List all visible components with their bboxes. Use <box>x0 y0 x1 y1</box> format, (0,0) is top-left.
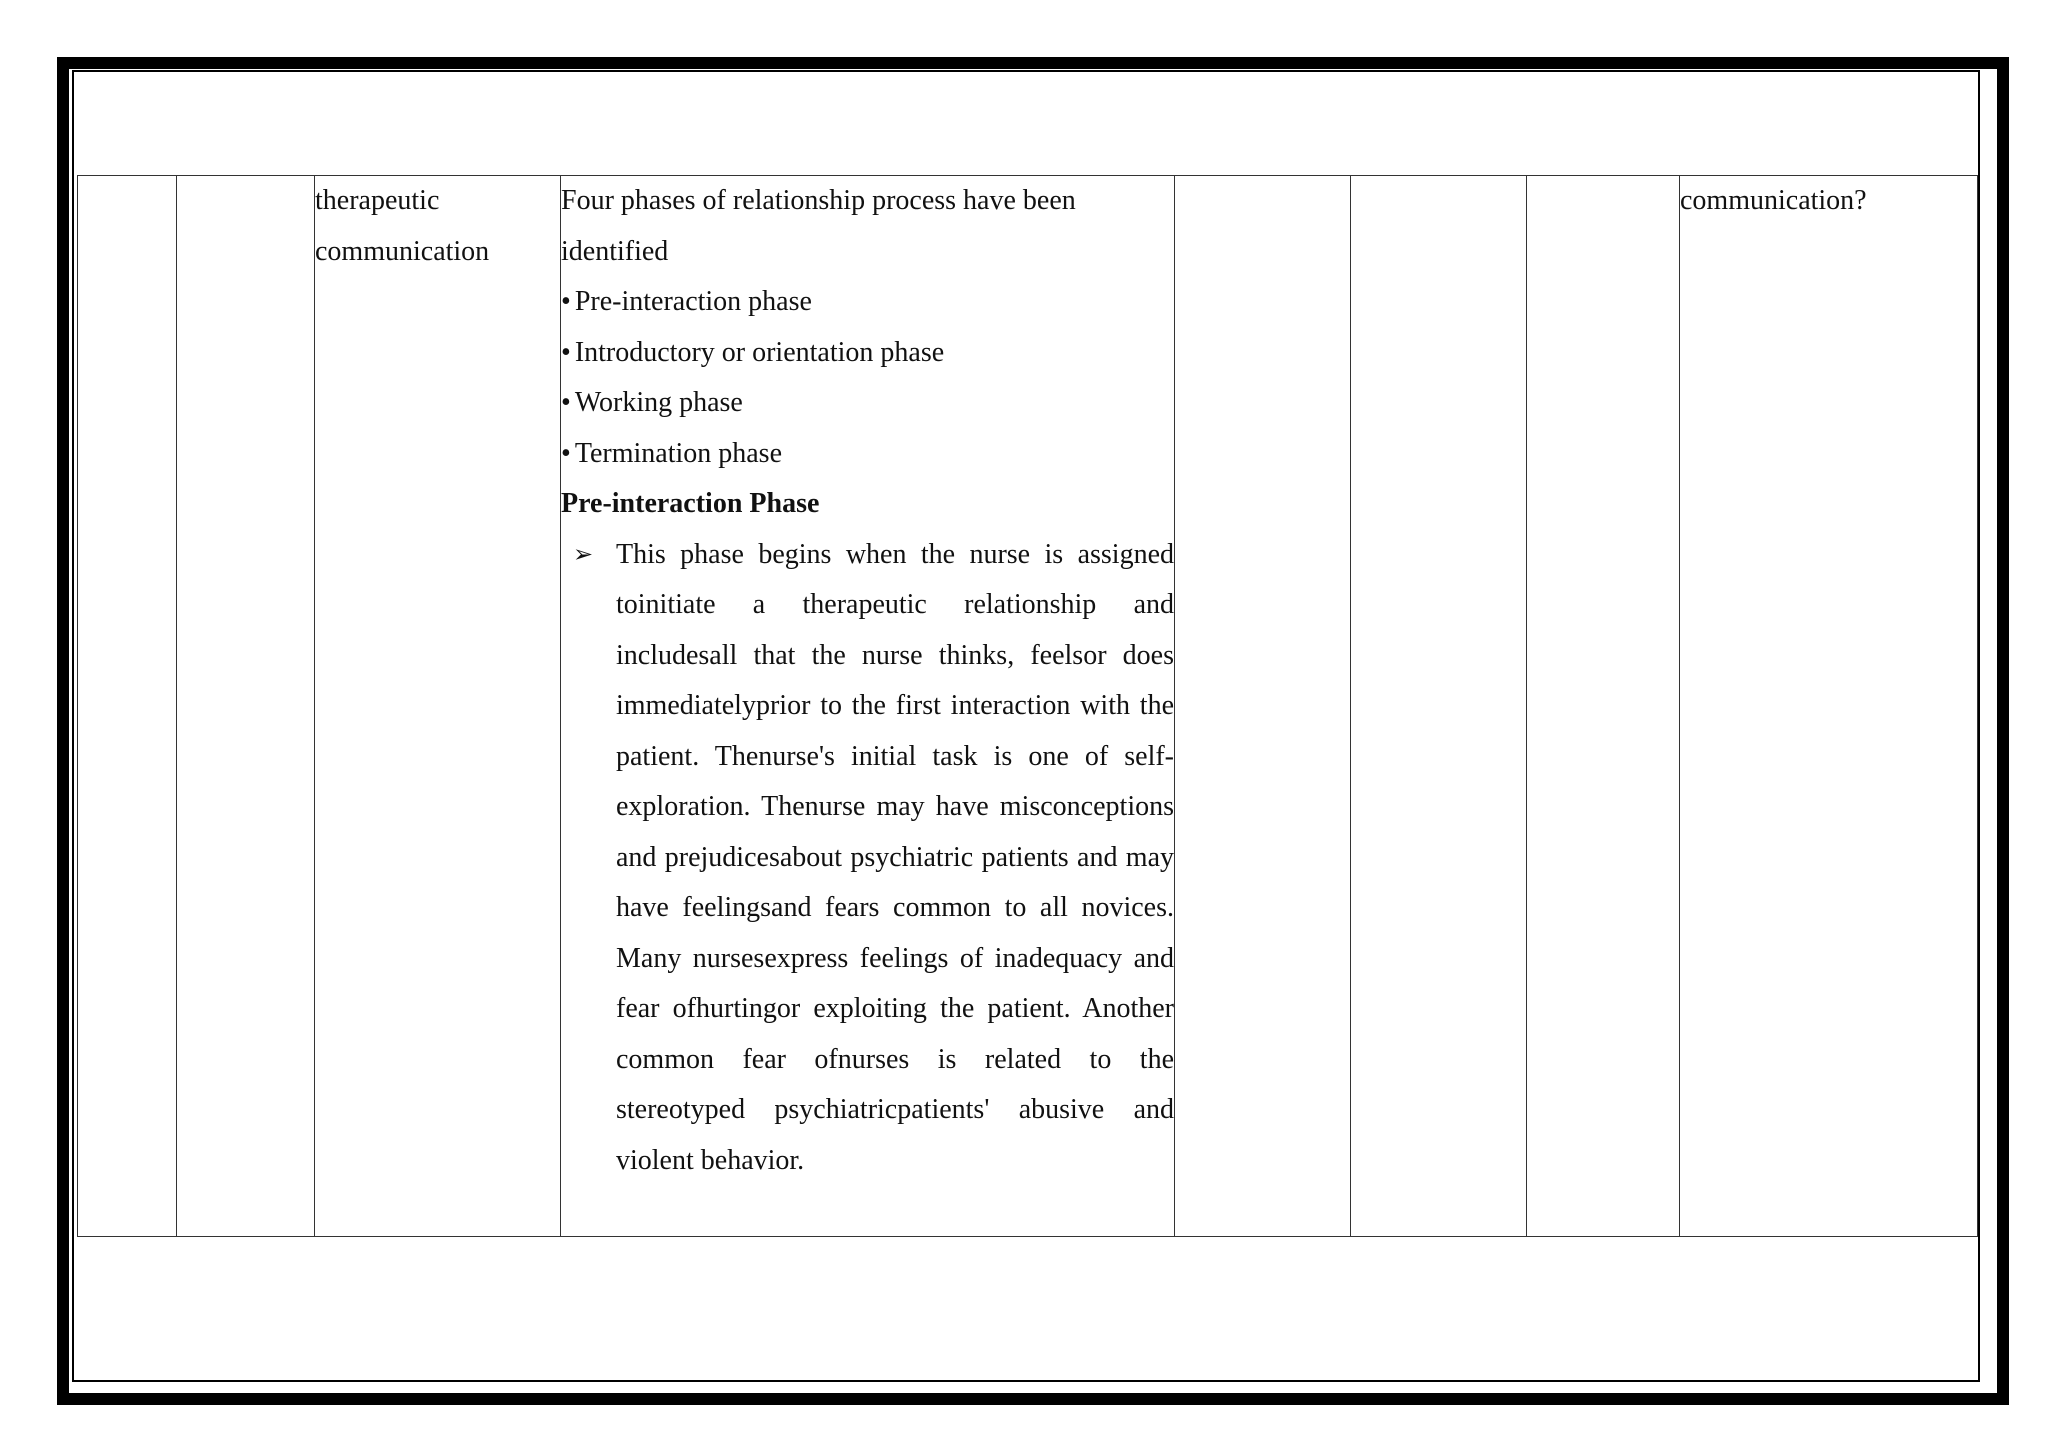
bullet-icon: • <box>561 387 571 418</box>
evaluation-cell <box>1680 176 1978 1237</box>
objective-cell <box>177 176 315 1237</box>
time-cell <box>78 176 177 1237</box>
content-cell <box>561 176 1175 1237</box>
list-item <box>561 277 1174 328</box>
list-item <box>561 378 1174 429</box>
topic-cell <box>315 176 561 1237</box>
bullet-icon: • <box>561 437 571 469</box>
topic-text: therapeutic communication <box>315 185 490 267</box>
paragraph-text: This phase begins when the nurse is assigned toinitiate a therapeutic relationship and includesall that the nurse thinks, feelsor does immediatelyprior to the first interaction with the patient. Thenurse's initial task is one of self-exploration. Thenurse may have misconceptions and prejudicesabout psychiatric patients and may have feelingsand fears common to all novices. Many nursesexpress feelings of inadequacy and fear ofhurtingor exploiting the patient. Another common fear ofnurses is related to the stereotyped psychiatricpatients' abusive and violent behavior. <box>616 538 1174 1176</box>
av-aids-cell <box>1527 176 1680 1237</box>
section-subheading: Pre-interaction Phase <box>561 488 820 519</box>
bullet-icon: • <box>561 336 571 368</box>
evaluation-question: communication? <box>1680 185 1867 216</box>
list-item <box>561 429 1174 480</box>
phase-label: Pre-interaction phase <box>574 286 812 317</box>
phase-label: Working phase <box>574 387 743 418</box>
content-intro: Four phases of relationship process have been identified <box>561 185 1076 267</box>
learning-activity-cell <box>1351 176 1527 1237</box>
phase-label: Termination phase <box>574 437 783 469</box>
phase-list <box>561 277 1174 479</box>
list-item <box>561 328 1174 379</box>
lesson-plan-table <box>77 175 1978 1237</box>
arrow-bullet-icon: ➢ <box>573 541 594 568</box>
arrow-paragraph <box>561 530 1174 1187</box>
teaching-activity-cell <box>1175 176 1351 1237</box>
bullet-icon: • <box>561 286 571 317</box>
table-row <box>78 176 1978 1237</box>
phase-label: Introductory or orientation phase <box>574 336 945 368</box>
